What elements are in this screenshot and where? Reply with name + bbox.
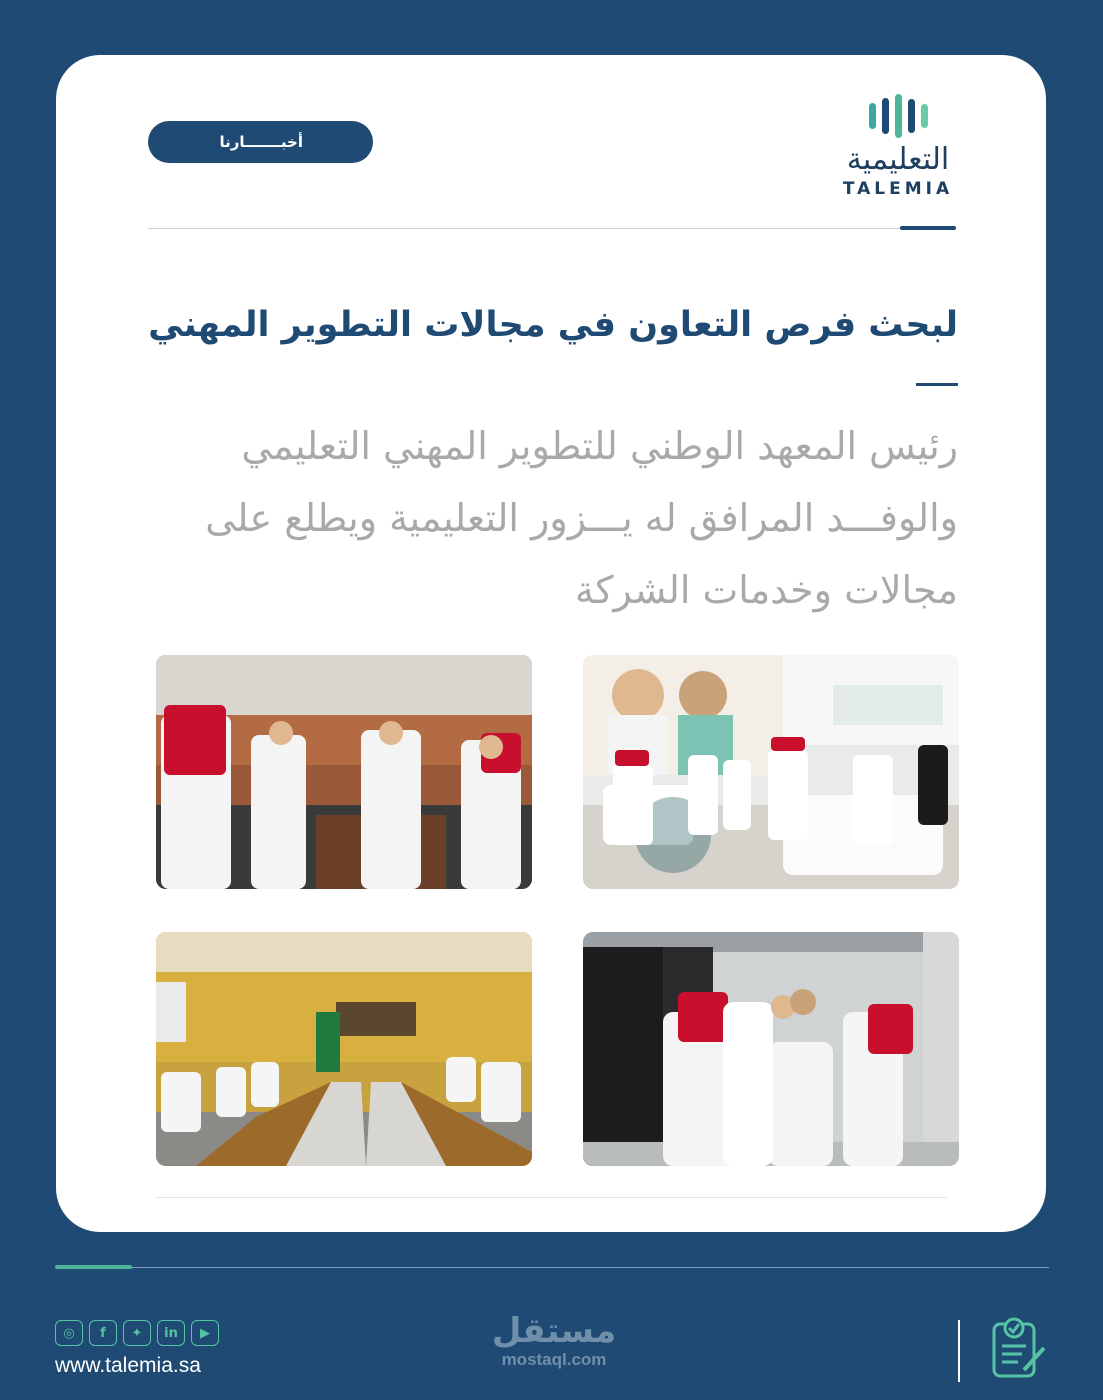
document-check-icon bbox=[990, 1314, 1048, 1380]
headline: لبحث فرص التعاون في مجالات التطوير المهني bbox=[148, 305, 958, 345]
linkedin-icon[interactable]: in bbox=[157, 1320, 185, 1346]
watermark-en: mostaql.com bbox=[501, 1350, 607, 1369]
logo-name-en: TALEMIA bbox=[842, 179, 954, 199]
photo-meeting-lounge bbox=[583, 655, 959, 889]
logo-name-ar: التعليمية bbox=[846, 142, 950, 177]
footer-divider bbox=[55, 1267, 1049, 1268]
instagram-icon[interactable]: ◎ bbox=[55, 1320, 83, 1346]
header-divider-accent bbox=[900, 226, 956, 230]
website-link[interactable]: www.talemia.sa bbox=[55, 1354, 201, 1377]
twitter-icon[interactable]: ✦ bbox=[123, 1320, 151, 1346]
talemia-logo bbox=[838, 93, 958, 199]
news-card bbox=[56, 55, 1046, 1232]
headline-dash bbox=[916, 383, 958, 386]
subtitle: رئيس المعهد الوطني للتطوير المهني التعليمي والوفـــد المرافق له يـــزور التعليمية ويطلع على مجالات وخدمات الشركة bbox=[205, 424, 958, 612]
photo-conference-room bbox=[156, 932, 532, 1166]
social-links bbox=[55, 1320, 219, 1346]
news-badge: أخبـــــــارنا bbox=[148, 121, 373, 163]
youtube-icon[interactable]: ▶ bbox=[191, 1320, 219, 1346]
card-bottom-divider bbox=[155, 1197, 947, 1198]
mostaql-watermark bbox=[484, 1312, 624, 1370]
photo-server-room bbox=[583, 932, 959, 1166]
watermark-ar: مستقل bbox=[491, 1311, 617, 1351]
header-divider bbox=[148, 228, 954, 229]
footer-vertical-divider bbox=[958, 1320, 960, 1382]
facebook-icon[interactable]: f bbox=[89, 1320, 117, 1346]
photo-control-room bbox=[156, 655, 532, 889]
footer-divider-accent bbox=[55, 1265, 132, 1269]
logo-bars-icon bbox=[838, 93, 958, 139]
